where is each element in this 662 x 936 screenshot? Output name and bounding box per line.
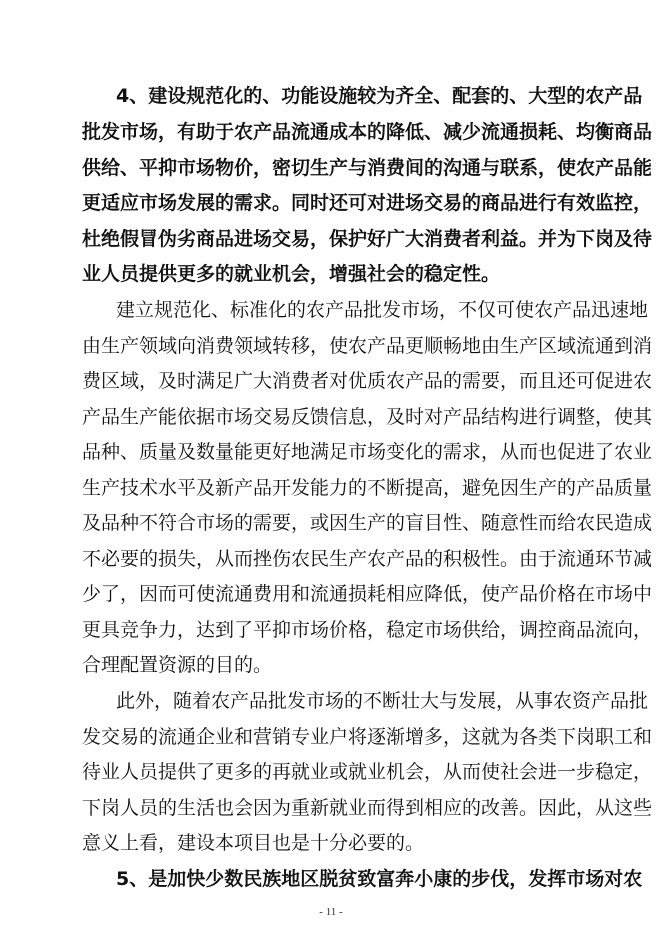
section-4-line-3: 供给、平抑市场物价，密切生产与消费间的沟通与联系，使农产品能 (82, 157, 653, 179)
paragraph-1-line-6: 生产技术水平及新产品开发能力的不断提高，避免因生产的产品质量 (82, 477, 653, 499)
paragraph-1-line-8: 不必要的损失，从而挫伤农民生产农产品的积极性。由于流通环节减 (82, 548, 653, 570)
section-4-line-1: 4、建设规范化的、功能设施较为齐全、配套的、大型的农产品 (116, 85, 643, 107)
paragraph-2-line-5: 意义上看，建设本项目也是十分必要的。 (82, 832, 425, 854)
paragraph-2-line-1: 此外，随着农产品批发市场的不断壮大与发展，从事农资产品批 (116, 690, 649, 712)
section-4-line-2: 批发市场，有助于农产品流通成本的降低、减少流通损耗、均衡商品 (82, 121, 653, 143)
section-4-line-5: 杜绝假冒伪劣商品进场交易，保护好广大消费者利益。并为下岗及待 (82, 228, 653, 250)
paragraph-1-line-3: 费区域，及时满足广大消费者对优质农产品的需要，而且还可促进农 (82, 370, 653, 392)
paragraph-1-line-2: 由生产领域向消费领域转移，使农产品更顺畅地由生产区域流通到消 (82, 335, 653, 357)
paragraph-1-line-10: 更具竞争力，达到了平抑市场价格，稳定市场供给，调控商品流向， (82, 619, 653, 641)
section-4-line-6: 业人员提供更多的就业机会，增强社会的稳定性。 (82, 263, 501, 285)
paragraph-1-line-7: 及品种不符合市场的需要，或因生产的盲目性、随意性而给农民造成 (82, 512, 653, 534)
section-4-line-4: 更适应市场发展的需求。同时还可对进场交易的商品进行有效监控， (82, 192, 653, 214)
paragraph-1-line-11: 合理配置资源的目的。 (82, 654, 273, 676)
paragraph-1-line-1: 建立规范化、标准化的农产品批发市场，不仅可使农产品迅速地 (116, 299, 649, 321)
paragraph-2-line-2: 发交易的流通企业和营销专业户将逐渐增多，这就为各类下岗职工和 (82, 726, 653, 748)
paragraph-2-line-4: 下岗人员的生活也会因为重新就业而得到相应的改善。因此，从这些 (82, 797, 653, 819)
page-number: - 11 - (319, 906, 343, 918)
paragraph-2-line-3: 待业人员提供了更多的再就业或就业机会，从而使社会进一步稳定， (82, 761, 653, 783)
section-5-line-1: 5、是加快少数民族地区脱贫致富奔小康的步伐，发挥市场对农 (116, 868, 643, 890)
paragraph-1-line-9: 少了，因而可使流通费用和流通损耗相应降低，使产品价格在市场中 (82, 583, 653, 605)
paragraph-1-line-5: 品种、质量及数量能更好地满足市场变化的需求，从而也促进了农业 (82, 441, 653, 463)
paragraph-1-line-4: 产品生产能依据市场交易反馈信息，及时对产品结构进行调整，使其 (82, 406, 653, 428)
